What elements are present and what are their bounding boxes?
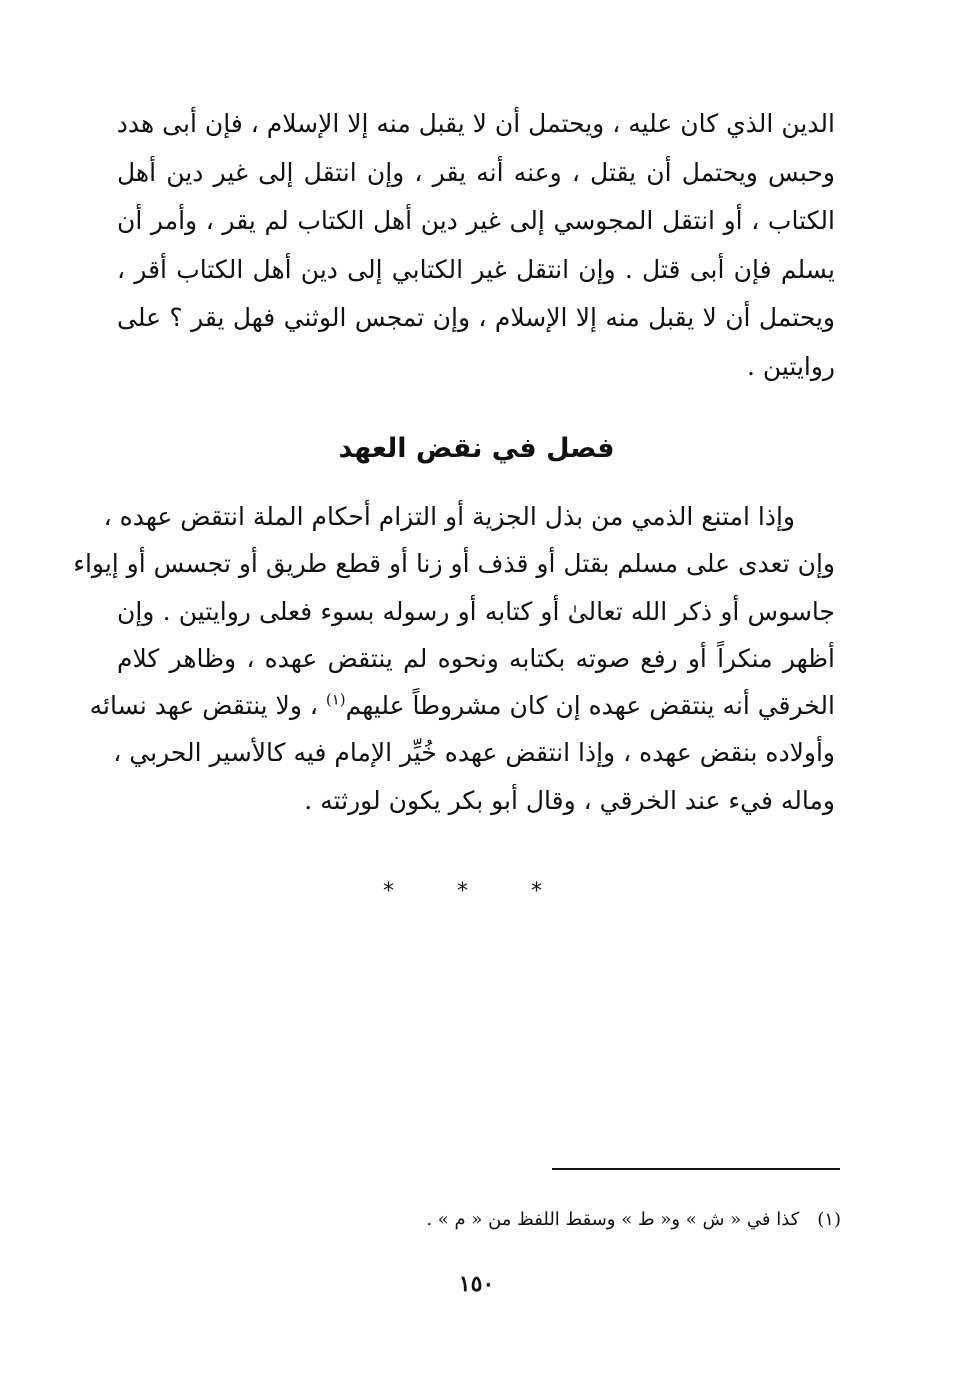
paragraph-1-line: وحبس ويحتمل أن يقتل ، وعنه أنه يقر ، وإن انتقل إلى غير دين أهل [117,157,835,187]
footnote-divider [552,1168,840,1170]
line-text-tail: ، ولا ينتقض عهد نسائه [89,691,326,721]
paragraph-2-line: وإن تعدى على مسلم بقتل أو قذف أو زنا أو قطع طريق أو تجسس أو إيواء [73,549,835,579]
footnote-reference[interactable]: (١) [325,690,346,709]
paragraph-2-line: وأولاده بنقض عهده ، وإذا انتقض عهده خُيِّر الإمام فيه كالأسير الحربي ، [113,738,835,768]
paragraph-2-line: أظهر منكراً أو رفع صوته بكتابه ونحوه لم ينتقض عهده ، وظاهر كلام [117,643,835,673]
paragraph-2-line: جاسوس أو ذكر الله تعالىٰ أو كتابه أو رسوله بسوء فعلى روايتين . وإن [117,596,835,626]
footnote-text: كذا في « ش » و« ط » وسقط اللفظ من « م » . [426,1209,800,1230]
paragraph-2-line: وإذا امتنع الذمي من بذل الجزية أو التزام أحكام الملة انتقض عهده ، [103,502,795,531]
page-number: ١٥٠ [458,1271,495,1297]
paragraph-2 [73,493,835,824]
section-heading: فصل في نقض العهد [338,433,615,464]
line-text: الخرقي أنه ينتقض عهده إن كان مشروطاً عليهم [345,691,835,721]
paragraph-1-line: روايتين . [746,351,835,381]
paragraph-1-line: الكتاب ، أو انتقل المجوسي إلى غير دين أهل الكتاب لم يقر ، وأمر أن [117,206,835,235]
section-separator-stars: * * * [383,879,570,904]
footnote [121,1205,841,1235]
footnote-number: (١) [817,1209,841,1230]
paragraph-2-line-with-footnote [89,682,835,729]
paragraph-2-line: وماله فيء عند الخرقي ، وقال أبو بكر يكون لورثته . [304,785,835,815]
paragraph-1 [117,100,835,391]
paragraph-1-line: الدين الذي كان عليه ، ويحتمل أن لا يقبل منه إلا الإسلام ، فإن أبى هدد [116,109,835,138]
paragraph-1-line: يسلم فإن أبى قتل . وإن انتقل غير الكتابي إلى دين أهل الكتاب أقر ، [117,254,835,284]
paragraph-1-line: ويحتمل أن لا يقبل منه إلا الإسلام ، وإن تمجس الوثني فهل يقر ؟ على [117,303,835,332]
